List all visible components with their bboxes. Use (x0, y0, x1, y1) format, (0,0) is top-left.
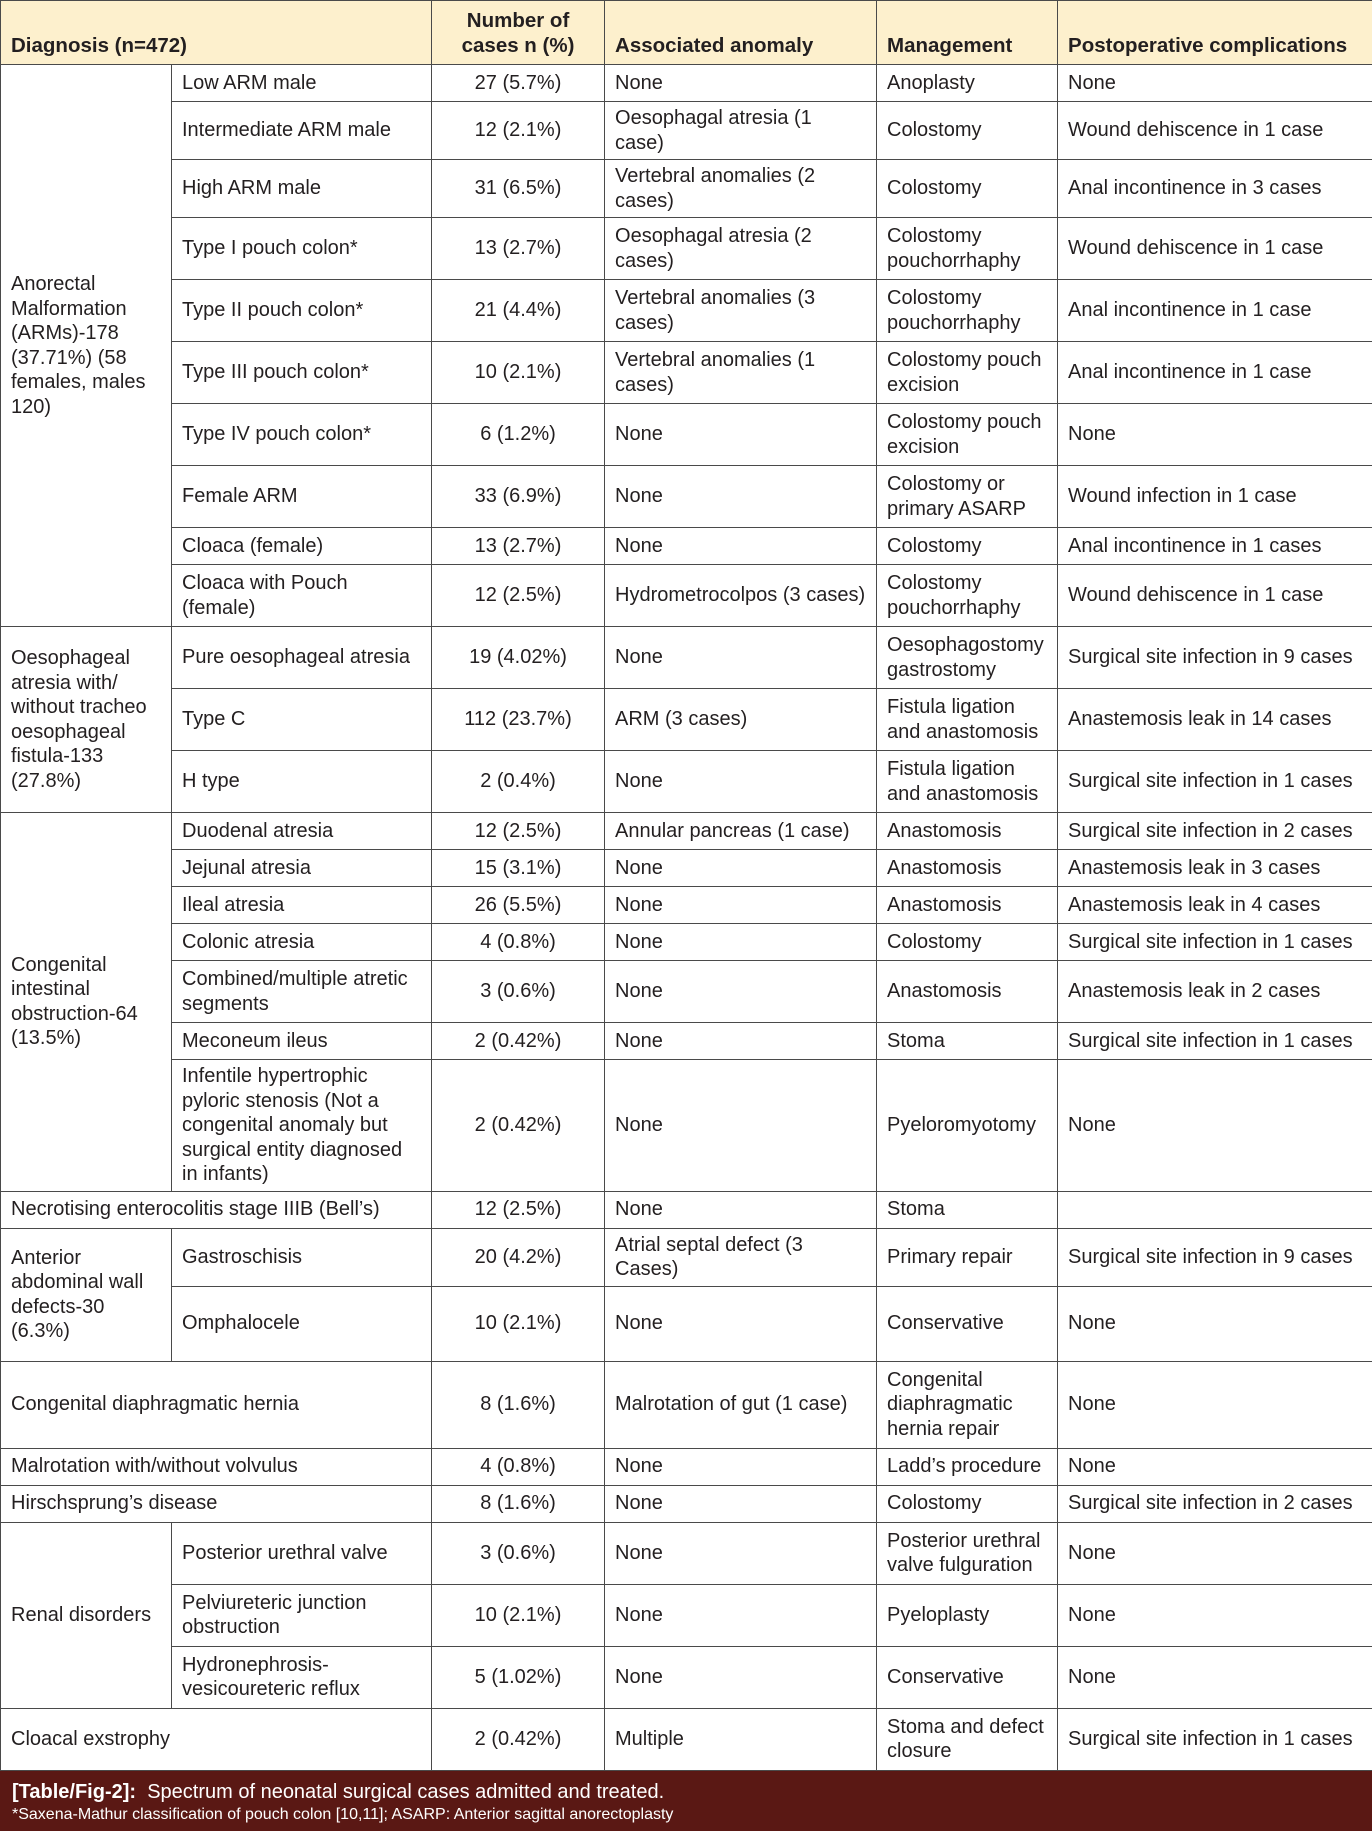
table-row (1, 1584, 1372, 1646)
subtype-cell: Type I pouch colon* (172, 218, 432, 280)
cases-cell: 2 (0.42%) (432, 1708, 605, 1770)
management-cell: Colostomy pouch excision (877, 404, 1058, 466)
complications-cell: None (1058, 1522, 1372, 1584)
cases-cell: 5 (1.02%) (432, 1646, 605, 1708)
cases-cell: 12 (2.5%) (432, 565, 605, 627)
complications-cell: Anal incontinence in 1 case (1058, 280, 1372, 342)
anomaly-cell: Vertebral anomalies (2 cases) (605, 160, 877, 218)
table-row (1, 850, 1372, 887)
table-row (1, 342, 1372, 404)
table-row (1, 813, 1372, 850)
table-row (1, 1286, 1372, 1361)
subtype-cell: Intermediate ARM male (172, 102, 432, 160)
cases-cell: 13 (2.7%) (432, 218, 605, 280)
table-row (1, 1485, 1372, 1522)
management-cell: Anoplasty (877, 65, 1058, 102)
anomaly-cell: None (605, 404, 877, 466)
anomaly-cell: None (605, 65, 877, 102)
cases-cell: 21 (4.4%) (432, 280, 605, 342)
cases-cell: 3 (0.6%) (432, 1522, 605, 1584)
management-cell: Colostomy pouchorrhaphy (877, 218, 1058, 280)
management-cell: Anastomosis (877, 813, 1058, 850)
table-row (1, 1522, 1372, 1584)
table-row (1, 961, 1372, 1023)
complications-cell: Surgical site infection in 1 cases (1058, 751, 1372, 813)
complications-cell: None (1058, 1060, 1372, 1192)
management-cell: Fistula ligation and anastomosis (877, 751, 1058, 813)
cases-cell: 12 (2.5%) (432, 1191, 605, 1228)
table-row (1, 1708, 1372, 1770)
subtype-cell: High ARM male (172, 160, 432, 218)
table-row (1, 280, 1372, 342)
management-cell: Primary repair (877, 1228, 1058, 1286)
table-caption (0, 1771, 1372, 1831)
subtype-cell: Infentile hypertrophic pyloric stenosis (Not a congenital anomaly but surgical entity diagnosed in infants) (172, 1060, 432, 1192)
diagnosis-cell: Malrotation with/without volvulus (1, 1448, 432, 1485)
subtype-cell: H type (172, 751, 432, 813)
complications-cell: None (1058, 1361, 1372, 1448)
anomaly-cell: None (605, 751, 877, 813)
cases-cell: 12 (2.1%) (432, 102, 605, 160)
anomaly-cell: Vertebral anomalies (3 cases) (605, 280, 877, 342)
anomaly-cell: None (605, 1522, 877, 1584)
subtype-cell: Hydronephrosis-vesicoureteric reflux (172, 1646, 432, 1708)
subtype-cell: Female ARM (172, 466, 432, 528)
subtype-cell: Cloaca (female) (172, 528, 432, 565)
subtype-cell: Type II pouch colon* (172, 280, 432, 342)
table-row (1, 1361, 1372, 1448)
subtype-cell: Low ARM male (172, 65, 432, 102)
complications-cell: Wound infection in 1 case (1058, 466, 1372, 528)
anomaly-cell: ARM (3 cases) (605, 689, 877, 751)
table-row (1, 627, 1372, 689)
group-label-cell: Congenital intestinal obstruction-64 (13.5%) (1, 813, 172, 1192)
management-cell: Conservative (877, 1286, 1058, 1361)
table-row (1, 924, 1372, 961)
management-cell: Colostomy or primary ASARP (877, 466, 1058, 528)
anomaly-cell: None (605, 1060, 877, 1192)
management-cell: Anastomosis (877, 887, 1058, 924)
cases-cell: 33 (6.9%) (432, 466, 605, 528)
subtype-cell: Cloaca with Pouch (female) (172, 565, 432, 627)
cases-cell: 2 (0.42%) (432, 1023, 605, 1060)
table-row (1, 160, 1372, 218)
complications-cell: Surgical site infection in 2 cases (1058, 1485, 1372, 1522)
complications-cell: Anastemosis leak in 4 cases (1058, 887, 1372, 924)
header-complications: Postoperative complications (1058, 1, 1372, 65)
table-row (1, 102, 1372, 160)
group-label-cell: Anorectal Malformation (ARMs)-178 (37.71%) (58 females, males 120) (1, 65, 172, 627)
complications-cell: None (1058, 1584, 1372, 1646)
cases-cell: 10 (2.1%) (432, 1286, 605, 1361)
complications-cell: Wound dehiscence in 1 case (1058, 565, 1372, 627)
anomaly-cell: None (605, 887, 877, 924)
anomaly-cell: None (605, 961, 877, 1023)
cases-cell: 2 (0.42%) (432, 1060, 605, 1192)
cases-cell: 31 (6.5%) (432, 160, 605, 218)
header-row (1, 1, 1372, 65)
cases-cell: 112 (23.7%) (432, 689, 605, 751)
cases-cell: 8 (1.6%) (432, 1361, 605, 1448)
anomaly-cell: None (605, 466, 877, 528)
anomaly-cell: None (605, 627, 877, 689)
header-diagnosis: Diagnosis (n=472) (1, 1, 432, 65)
diagnosis-cell: Congenital diaphragmatic hernia (1, 1361, 432, 1448)
subtype-cell: Meconeum ileus (172, 1023, 432, 1060)
subtype-cell: Duodenal atresia (172, 813, 432, 850)
anomaly-cell: None (605, 528, 877, 565)
cases-cell: 4 (0.8%) (432, 924, 605, 961)
cases-cell: 4 (0.8%) (432, 1448, 605, 1485)
table-row (1, 65, 1372, 102)
table-row (1, 565, 1372, 627)
subtype-cell: Colonic atresia (172, 924, 432, 961)
anomaly-cell: Atrial septal defect (3 Cases) (605, 1228, 877, 1286)
management-cell: Anastomosis (877, 850, 1058, 887)
anomaly-cell: None (605, 924, 877, 961)
subtype-cell: Omphalocele (172, 1286, 432, 1361)
table-row (1, 1646, 1372, 1708)
table-row (1, 689, 1372, 751)
header-number: Number of cases n (%) (432, 1, 605, 65)
anomaly-cell: Vertebral anomalies (1 cases) (605, 342, 877, 404)
management-cell: Colostomy (877, 528, 1058, 565)
diagnosis-cell: Cloacal exstrophy (1, 1708, 432, 1770)
complications-cell: Anal incontinence in 1 cases (1058, 528, 1372, 565)
complications-cell: None (1058, 1646, 1372, 1708)
management-cell: Posterior urethral valve fulguration (877, 1522, 1058, 1584)
subtype-cell: Jejunal atresia (172, 850, 432, 887)
management-cell: Stoma (877, 1023, 1058, 1060)
complications-cell (1058, 1191, 1372, 1228)
table-row (1, 1060, 1372, 1192)
table-row (1, 404, 1372, 466)
group-label-cell: Renal disorders (1, 1522, 172, 1708)
table-row (1, 1023, 1372, 1060)
anomaly-cell: None (605, 850, 877, 887)
management-cell: Colostomy pouch excision (877, 342, 1058, 404)
group-label-cell: Anterior abdominal wall defects-30 (6.3%) (1, 1228, 172, 1361)
cases-cell: 10 (2.1%) (432, 1584, 605, 1646)
table-row (1, 887, 1372, 924)
complications-cell: Anastemosis leak in 2 cases (1058, 961, 1372, 1023)
cases-cell: 13 (2.7%) (432, 528, 605, 565)
caption-footnote: *Saxena-Mathur classification of pouch colon [10,11]; ASARP: Anterior sagittal anorectoplasty (12, 1805, 1360, 1825)
complications-cell: Surgical site infection in 9 cases (1058, 627, 1372, 689)
complications-cell: Anastemosis leak in 14 cases (1058, 689, 1372, 751)
cases-cell: 19 (4.02%) (432, 627, 605, 689)
management-cell: Colostomy (877, 160, 1058, 218)
caption-text: Spectrum of neonatal surgical cases admitted and treated. (147, 1781, 664, 1803)
complications-cell: Wound dehiscence in 1 case (1058, 102, 1372, 160)
cases-cell: 27 (5.7%) (432, 65, 605, 102)
cases-cell: 10 (2.1%) (432, 342, 605, 404)
cases-cell: 3 (0.6%) (432, 961, 605, 1023)
anomaly-cell: None (605, 1023, 877, 1060)
subtype-cell: Pelviureteric junction obstruction (172, 1584, 432, 1646)
anomaly-cell: Annular pancreas (1 case) (605, 813, 877, 850)
management-cell: Colostomy (877, 102, 1058, 160)
table-row (1, 1448, 1372, 1485)
management-cell: Congenital diaphragmatic hernia repair (877, 1361, 1058, 1448)
cases-cell: 12 (2.5%) (432, 813, 605, 850)
anomaly-cell: None (605, 1584, 877, 1646)
cases-cell: 20 (4.2%) (432, 1228, 605, 1286)
management-cell: Fistula ligation and anastomosis (877, 689, 1058, 751)
management-cell: Colostomy pouchorrhaphy (877, 565, 1058, 627)
complications-cell: Wound dehiscence in 1 case (1058, 218, 1372, 280)
anomaly-cell: None (605, 1286, 877, 1361)
anomaly-cell: Oesophagal atresia (1 case) (605, 102, 877, 160)
anomaly-cell: None (605, 1448, 877, 1485)
complications-cell: Surgical site infection in 9 cases (1058, 1228, 1372, 1286)
table-row (1, 466, 1372, 528)
subtype-cell: Posterior urethral valve (172, 1522, 432, 1584)
management-cell: Stoma and defect closure (877, 1708, 1058, 1770)
cases-cell: 26 (5.5%) (432, 887, 605, 924)
diagnosis-cell: Necrotising enterocolitis stage IIIB (Bell’s) (1, 1191, 432, 1228)
subtype-cell: Type C (172, 689, 432, 751)
management-cell: Pyeloplasty (877, 1584, 1058, 1646)
table-row (1, 1191, 1372, 1228)
subtype-cell: Type III pouch colon* (172, 342, 432, 404)
group-label-cell: Oesophageal atresia with/ without tracheo oesophageal fistula-133 (27.8%) (1, 627, 172, 813)
subtype-cell: Ileal atresia (172, 887, 432, 924)
anomaly-cell: Malrotation of gut (1 case) (605, 1361, 877, 1448)
management-cell: Oesophagostomy gastrostomy (877, 627, 1058, 689)
table-row (1, 1228, 1372, 1286)
anomaly-cell: Hydrometrocolpos (3 cases) (605, 565, 877, 627)
diagnosis-cell: Hirschsprung’s disease (1, 1485, 432, 1522)
cases-cell: 15 (3.1%) (432, 850, 605, 887)
management-cell: Anastomosis (877, 961, 1058, 1023)
complications-cell: Anal incontinence in 3 cases (1058, 160, 1372, 218)
subtype-cell: Gastroschisis (172, 1228, 432, 1286)
complications-cell: None (1058, 404, 1372, 466)
anomaly-cell: None (605, 1191, 877, 1228)
cases-cell: 6 (1.2%) (432, 404, 605, 466)
subtype-cell: Pure oesophageal atresia (172, 627, 432, 689)
complications-cell: Surgical site infection in 1 cases (1058, 1023, 1372, 1060)
complications-cell: Anal incontinence in 1 case (1058, 342, 1372, 404)
subtype-cell: Type IV pouch colon* (172, 404, 432, 466)
cases-cell: 8 (1.6%) (432, 1485, 605, 1522)
anomaly-cell: Oesophagal atresia (2 cases) (605, 218, 877, 280)
anomaly-cell: None (605, 1646, 877, 1708)
complications-cell: None (1058, 65, 1372, 102)
complications-cell: Surgical site infection in 2 cases (1058, 813, 1372, 850)
table-body (1, 65, 1372, 1771)
management-cell: Colostomy (877, 924, 1058, 961)
management-cell: Colostomy (877, 1485, 1058, 1522)
table-row (1, 528, 1372, 565)
header-management: Management (877, 1, 1058, 65)
management-cell: Colostomy pouchorrhaphy (877, 280, 1058, 342)
subtype-cell: Combined/multiple atretic segments (172, 961, 432, 1023)
table-row (1, 751, 1372, 813)
management-cell: Pyeloromyotomy (877, 1060, 1058, 1192)
management-cell: Ladd’s procedure (877, 1448, 1058, 1485)
management-cell: Conservative (877, 1646, 1058, 1708)
caption-label: [Table/Fig-2]: (12, 1781, 136, 1803)
management-cell: Stoma (877, 1191, 1058, 1228)
header-anomaly: Associated anomaly (605, 1, 877, 65)
anomaly-cell: Multiple (605, 1708, 877, 1770)
anomaly-cell: None (605, 1485, 877, 1522)
cases-cell: 2 (0.4%) (432, 751, 605, 813)
complications-cell: None (1058, 1448, 1372, 1485)
complications-cell: Surgical site infection in 1 cases (1058, 1708, 1372, 1770)
complications-cell: Surgical site infection in 1 cases (1058, 924, 1372, 961)
table-row (1, 218, 1372, 280)
complications-cell: Anastemosis leak in 3 cases (1058, 850, 1372, 887)
complications-cell: None (1058, 1286, 1372, 1361)
